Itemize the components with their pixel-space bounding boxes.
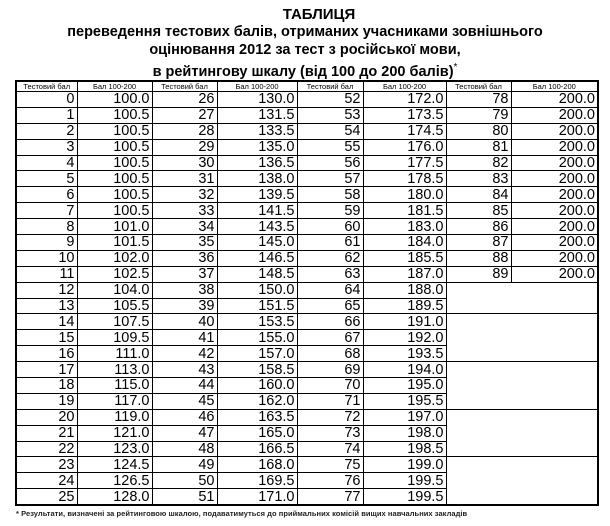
empty-cell [446,314,598,330]
table-row [16,266,598,282]
rating-score-cell: 119.0 [77,409,152,425]
rating-score-cell: 200.0 [511,203,598,219]
test-score-cell: 52 [297,92,363,108]
test-score-cell: 65 [297,298,363,314]
table-row [16,346,598,362]
test-score-cell: 58 [297,187,363,203]
table-row [16,187,598,203]
test-score-cell: 18 [16,378,77,394]
test-score-cell: 28 [152,123,217,139]
test-score-cell: 34 [152,219,217,235]
test-score-cell: 64 [297,282,363,298]
empty-cell [446,441,598,457]
rating-score-cell: 171.0 [217,489,297,505]
rating-score-cell: 107.5 [77,314,152,330]
header-rating-score-2: Бал 100-200 [217,81,297,92]
rating-score-cell: 150.0 [217,282,297,298]
test-score-cell: 73 [297,425,363,441]
rating-score-cell: 160.0 [217,378,297,394]
rating-score-cell: 200.0 [511,266,598,282]
rating-score-cell: 157.0 [217,346,297,362]
empty-cell [446,473,598,489]
rating-score-cell: 136.5 [217,155,297,171]
rating-score-cell: 153.5 [217,314,297,330]
table-row [16,139,598,155]
test-score-cell: 81 [446,139,511,155]
test-score-cell: 75 [297,457,363,473]
rating-score-cell: 166.5 [217,441,297,457]
test-score-cell: 83 [446,171,511,187]
rating-score-cell: 155.0 [217,330,297,346]
rating-score-cell: 165.0 [217,425,297,441]
test-score-cell: 23 [16,457,77,473]
table-row [16,362,598,378]
test-score-cell: 36 [152,250,217,266]
table-row [16,457,598,473]
rating-score-cell: 200.0 [511,92,598,108]
table-row [16,473,598,489]
rating-score-cell: 178.5 [363,171,446,187]
rating-score-cell: 121.0 [77,425,152,441]
test-score-cell: 29 [152,139,217,155]
rating-score-cell: 146.5 [217,250,297,266]
table-row [16,92,598,108]
rating-score-cell: 199.5 [363,489,446,505]
rating-score-cell: 198.0 [363,425,446,441]
rating-score-cell: 100.5 [77,187,152,203]
rating-score-cell: 162.0 [217,393,297,409]
test-score-cell: 40 [152,314,217,330]
header-test-score-1: Тестовий бал [16,81,77,92]
test-score-cell: 46 [152,409,217,425]
rating-score-cell: 100.5 [77,123,152,139]
empty-cell [446,330,598,346]
rating-score-cell: 131.5 [217,107,297,123]
rating-score-cell: 185.5 [363,250,446,266]
test-score-cell: 33 [152,203,217,219]
test-score-cell: 16 [16,346,77,362]
empty-cell [446,346,598,362]
subtitle-line-3 [0,59,610,81]
table-row [16,378,598,394]
subtitle-line-3-text: в рейтингову шкалу (від 100 до 200 балів) [152,63,454,80]
rating-score-cell: 200.0 [511,107,598,123]
rating-score-cell: 199.5 [363,473,446,489]
rating-score-cell: 200.0 [511,139,598,155]
test-score-cell: 85 [446,203,511,219]
test-score-cell: 50 [152,473,217,489]
rating-score-cell: 101.5 [77,235,152,251]
test-score-cell: 59 [297,203,363,219]
test-score-cell: 7 [16,203,77,219]
rating-score-cell: 130.0 [217,92,297,108]
rating-score-cell: 148.5 [217,266,297,282]
rating-score-cell: 111.0 [77,346,152,362]
table-row [16,409,598,425]
test-score-cell: 74 [297,441,363,457]
table-row [16,203,598,219]
test-score-cell: 72 [297,409,363,425]
test-score-cell: 37 [152,266,217,282]
test-score-cell: 42 [152,346,217,362]
rating-score-cell: 199.0 [363,457,446,473]
rating-score-cell: 100.5 [77,171,152,187]
test-score-cell: 51 [152,489,217,505]
footnote: * Результати, визначені за рейтинговою шкалою, подаватимуться до приймальних комісій вищих навчальних закладів [16,509,468,518]
test-score-cell: 19 [16,393,77,409]
rating-score-cell: 180.0 [363,187,446,203]
table-row [16,155,598,171]
test-score-cell: 49 [152,457,217,473]
header-test-score-2: Тестовий бал [152,81,217,92]
test-score-cell: 30 [152,155,217,171]
rating-score-cell: 158.5 [217,362,297,378]
rating-score-cell: 104.0 [77,282,152,298]
test-score-cell: 53 [297,107,363,123]
test-score-cell: 4 [16,155,77,171]
table-row [16,219,598,235]
test-score-cell: 43 [152,362,217,378]
rating-score-cell: 128.0 [77,489,152,505]
test-score-cell: 2 [16,123,77,139]
rating-score-cell: 195.5 [363,393,446,409]
test-score-cell: 1 [16,107,77,123]
rating-score-cell: 181.5 [363,203,446,219]
rating-score-cell: 200.0 [511,187,598,203]
subtitle-line-2: оцінювання 2012 за тест з російської мови, [149,42,461,58]
rating-score-cell: 100.5 [77,203,152,219]
rating-score-cell: 100.5 [77,107,152,123]
rating-score-cell: 195.0 [363,378,446,394]
table-row [16,235,598,251]
table-row [16,489,598,505]
header-rating-score-3: Бал 100-200 [363,81,446,92]
rating-score-cell: 174.5 [363,123,446,139]
test-score-cell: 8 [16,219,77,235]
test-score-cell: 14 [16,314,77,330]
test-score-cell: 0 [16,92,77,108]
table-row [16,250,598,266]
test-score-cell: 66 [297,314,363,330]
table-row [16,107,598,123]
rating-score-cell: 143.5 [217,219,297,235]
rating-score-cell: 100.5 [77,155,152,171]
test-score-cell: 82 [446,155,511,171]
table-row [16,425,598,441]
test-score-cell: 10 [16,250,77,266]
rating-score-cell: 189.5 [363,298,446,314]
rating-score-cell: 198.5 [363,441,446,457]
test-score-cell: 25 [16,489,77,505]
empty-cell [446,393,598,409]
test-score-cell: 26 [152,92,217,108]
empty-cell [446,489,598,505]
test-score-cell: 39 [152,298,217,314]
table-row [16,330,598,346]
test-score-cell: 78 [446,92,511,108]
table-row [16,314,598,330]
test-score-cell: 45 [152,393,217,409]
rating-score-cell: 176.0 [363,139,446,155]
conversion-table [15,80,599,506]
rating-score-cell: 187.0 [363,266,446,282]
document-heading [0,6,610,81]
rating-score-cell: 105.5 [77,298,152,314]
rating-score-cell: 101.0 [77,219,152,235]
test-score-cell: 67 [297,330,363,346]
rating-score-cell: 141.5 [217,203,297,219]
rating-score-cell: 109.5 [77,330,152,346]
header-test-score-4: Тестовий бал [446,81,511,92]
header-rating-score-1: Бал 100-200 [77,81,152,92]
test-score-cell: 77 [297,489,363,505]
rating-score-cell: 188.0 [363,282,446,298]
empty-cell [446,298,598,314]
test-score-cell: 60 [297,219,363,235]
rating-score-cell: 192.0 [363,330,446,346]
table-row [16,282,598,298]
test-score-cell: 31 [152,171,217,187]
test-score-cell: 54 [297,123,363,139]
rating-score-cell: 200.0 [511,171,598,187]
test-score-cell: 21 [16,425,77,441]
test-score-cell: 12 [16,282,77,298]
test-score-cell: 68 [297,346,363,362]
rating-score-cell: 200.0 [511,155,598,171]
test-score-cell: 79 [446,107,511,123]
empty-cell [446,282,598,298]
test-score-cell: 3 [16,139,77,155]
rating-score-cell: 102.0 [77,250,152,266]
rating-score-cell: 123.0 [77,441,152,457]
rating-score-cell: 200.0 [511,219,598,235]
test-score-cell: 86 [446,219,511,235]
rating-score-cell: 113.0 [77,362,152,378]
test-score-cell: 48 [152,441,217,457]
rating-score-cell: 102.5 [77,266,152,282]
rating-score-cell: 200.0 [511,123,598,139]
rating-score-cell: 151.5 [217,298,297,314]
test-score-cell: 63 [297,266,363,282]
test-score-cell: 5 [16,171,77,187]
table-body [16,92,598,506]
test-score-cell: 69 [297,362,363,378]
empty-cell [446,362,598,378]
header-test-score-3: Тестовий бал [297,81,363,92]
rating-score-cell: 169.5 [217,473,297,489]
test-score-cell: 35 [152,235,217,251]
rating-score-cell: 183.0 [363,219,446,235]
test-score-cell: 9 [16,235,77,251]
rating-score-cell: 100.0 [77,92,152,108]
rating-score-cell: 126.5 [77,473,152,489]
test-score-cell: 88 [446,250,511,266]
test-score-cell: 38 [152,282,217,298]
rating-score-cell: 124.5 [77,457,152,473]
test-score-cell: 41 [152,330,217,346]
table-row [16,298,598,314]
test-score-cell: 22 [16,441,77,457]
test-score-cell: 57 [297,171,363,187]
rating-score-cell: 133.5 [217,123,297,139]
rating-score-cell: 172.0 [363,92,446,108]
test-score-cell: 84 [446,187,511,203]
rating-score-cell: 135.0 [217,139,297,155]
table-title: ТАБЛИЦЯ [282,6,356,23]
rating-score-cell: 191.0 [363,314,446,330]
rating-score-cell: 193.5 [363,346,446,362]
table-row [16,393,598,409]
test-score-cell: 13 [16,298,77,314]
test-score-cell: 27 [152,107,217,123]
test-score-cell: 89 [446,266,511,282]
test-score-cell: 56 [297,155,363,171]
rating-score-cell: 200.0 [511,235,598,251]
empty-cell [446,457,598,473]
rating-score-cell: 115.0 [77,378,152,394]
table-row [16,123,598,139]
test-score-cell: 62 [297,250,363,266]
rating-score-cell: 163.5 [217,409,297,425]
header-row [16,81,598,92]
subtitle-line-1: переведення тестових балів, отриманих учасниками зовнішнього [67,24,543,40]
test-score-cell: 80 [446,123,511,139]
test-score-cell: 76 [297,473,363,489]
rating-score-cell: 200.0 [511,250,598,266]
test-score-cell: 87 [446,235,511,251]
rating-score-cell: 197.0 [363,409,446,425]
test-score-cell: 11 [16,266,77,282]
test-score-cell: 6 [16,187,77,203]
rating-score-cell: 177.5 [363,155,446,171]
test-score-cell: 70 [297,378,363,394]
rating-score-cell: 117.0 [77,393,152,409]
test-score-cell: 32 [152,187,217,203]
rating-score-cell: 138.0 [217,171,297,187]
rating-score-cell: 194.0 [363,362,446,378]
test-score-cell: 44 [152,378,217,394]
empty-cell [446,425,598,441]
table-row [16,441,598,457]
rating-score-cell: 100.5 [77,139,152,155]
table-row [16,171,598,187]
test-score-cell: 55 [297,139,363,155]
header-rating-score-4: Бал 100-200 [511,81,598,92]
test-score-cell: 71 [297,393,363,409]
rating-score-cell: 145.0 [217,235,297,251]
rating-score-cell: 184.0 [363,235,446,251]
test-score-cell: 20 [16,409,77,425]
test-score-cell: 47 [152,425,217,441]
empty-cell [446,378,598,394]
test-score-cell: 61 [297,235,363,251]
rating-score-cell: 168.0 [217,457,297,473]
test-score-cell: 17 [16,362,77,378]
empty-cell [446,409,598,425]
test-score-cell: 15 [16,330,77,346]
footnote-mark: * [453,62,458,73]
rating-score-cell: 139.5 [217,187,297,203]
rating-score-cell: 173.5 [363,107,446,123]
test-score-cell: 24 [16,473,77,489]
